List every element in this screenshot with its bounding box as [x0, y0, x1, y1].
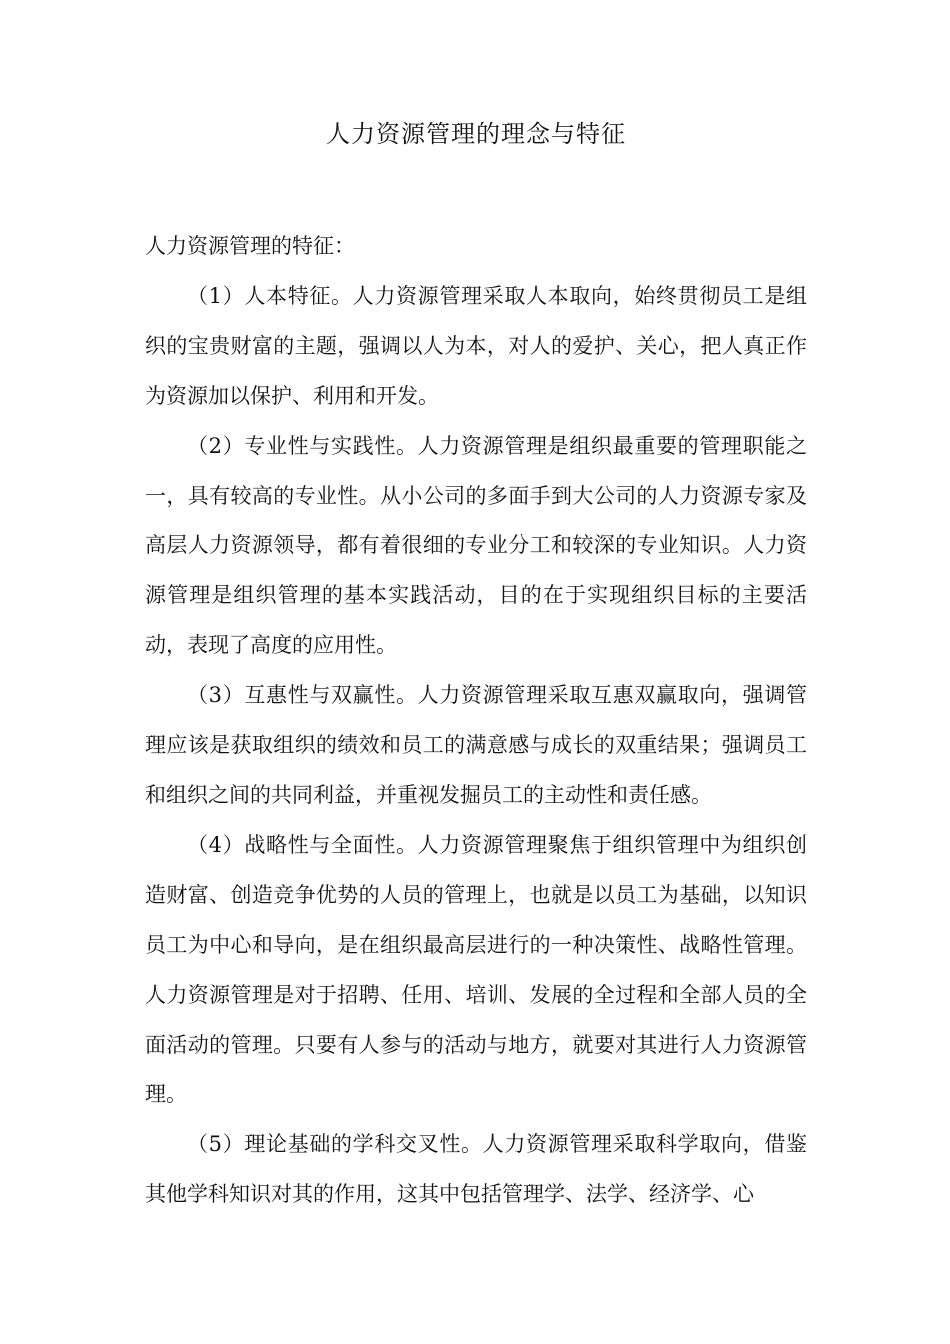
document-title: 人力资源管理的理念与特征	[326, 120, 626, 148]
paragraph-people-oriented: （1）人本特征。人力资源管理采取人本取向，始终贯彻员工是组织的宝贵财富的主题，强调以人为本，对人的爱护、关心，把人真正作为资源加以保护、利用和开发。	[145, 283, 807, 408]
paragraph-mutual-benefit: （3）互惠性与双赢性。人力资源管理采取互惠双赢取向，强调管理应该是获取组织的绩效和员工的满意感与成长的双重结果；强调员工和组织之间的共同利益，并重视发掘员工的主动性和责任感。	[145, 683, 807, 807]
section-heading: 人力资源管理的特征：	[145, 234, 355, 258]
paragraph-professional-practical: （2）专业性与实践性。人力资源管理是组织最重要的管理职能之一，具有较高的专业性。从小公司的多面手到大公司的人力资源专家及高层人力资源领导，都有着很细的专业分工和较深的专业知识。人力资源管理是组织管理的基本实践活动，目的在于实现组织目标的主要活动，表现了高度的应用性。	[145, 433, 807, 658]
paragraph-strategic-comprehensive: （4）战略性与全面性。人力资源管理聚焦于组织管理中为组织创造财富、创造竞争优势的人员的管理上，也就是以员工为基础，以知识员工为中心和导向，是在组织最高层进行的一种决策性、战略性管理。人力资源管理是对于招聘、任用、培训、发展的全过程和全部人员的全面活动的管理。只要有人参与的活动与地方，就要对其进行人力资源管理。	[145, 832, 807, 1107]
document-body	[145, 222, 807, 1220]
paragraph-interdisciplinary: （5）理论基础的学科交叉性。人力资源管理采取科学取向，借鉴其他学科知识对其的作用，这其中包括管理学、法学、经济学、心	[145, 1132, 807, 1207]
